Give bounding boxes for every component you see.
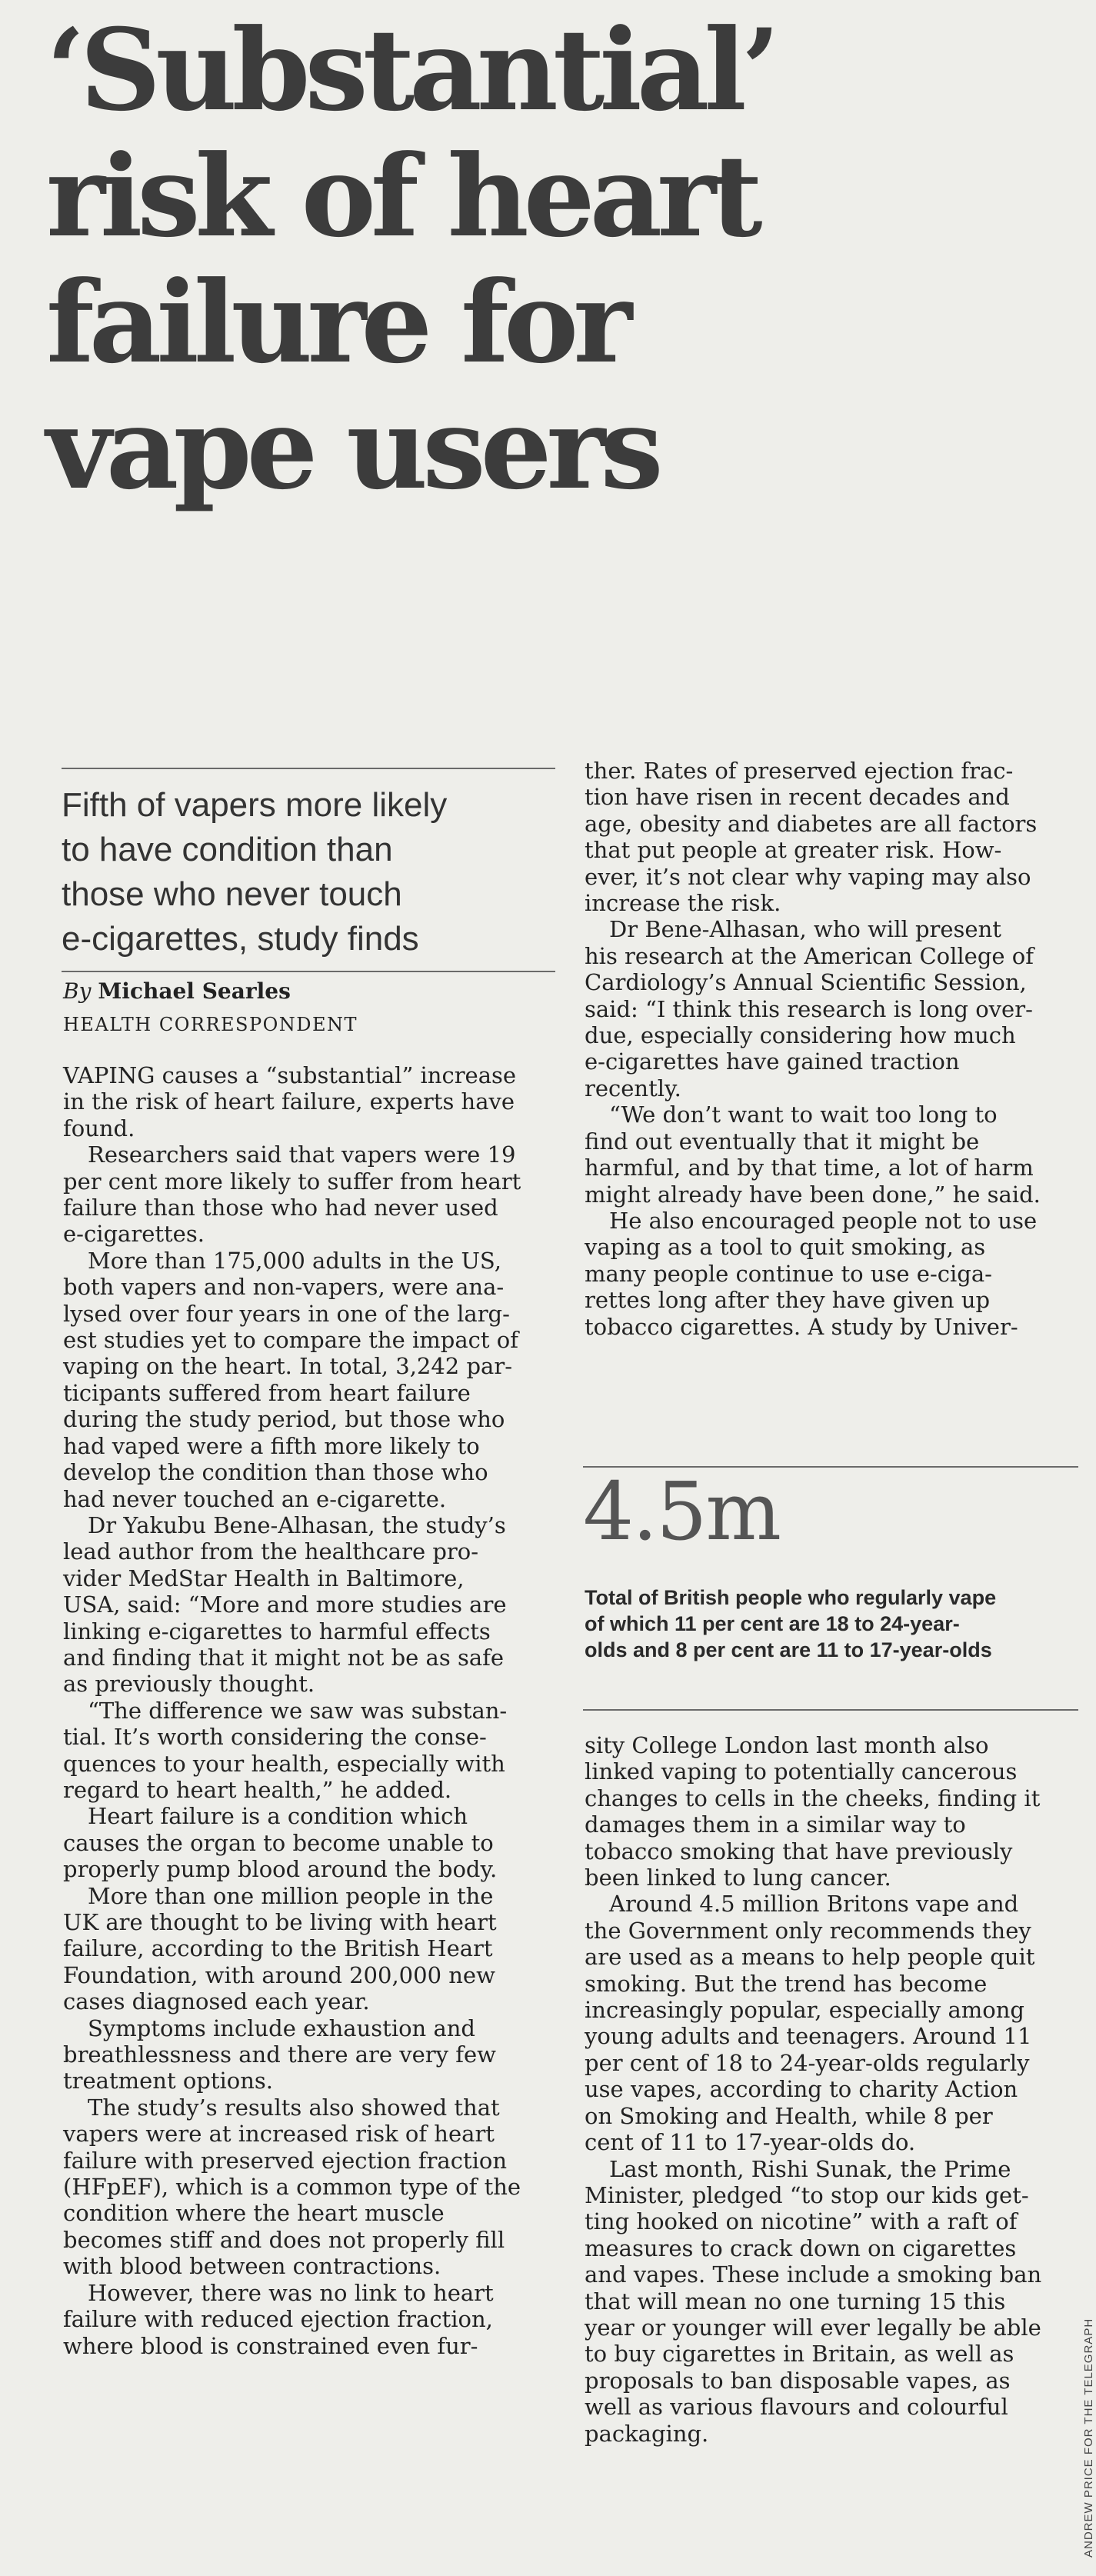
body-text-line: tion have risen in recent decades and: [585, 784, 1010, 811]
body-text-line: and finding that it might not be as safe: [63, 1644, 505, 1671]
body-text-line: failure with preserved ejection fraction: [63, 2147, 507, 2174]
body-text-line: UK are thought to be living with heart: [63, 1909, 497, 1935]
body-text-line: measures to crack down on cigarettes: [585, 2234, 1017, 2261]
body-column-right-top: [585, 758, 1077, 1340]
body-text-line: Last month, Rishi Sunak, the Prime: [609, 2155, 1011, 2182]
body-text-line: Minister, pledged “to stop our kids get-: [585, 2181, 1029, 2208]
body-column-right-bottom: [585, 1732, 1077, 2447]
standfirst-line: to have condition than: [62, 831, 393, 868]
stat-caption-line: olds and 8 per cent are 11 to 17-year-olds: [585, 1638, 992, 1661]
body-text-line: both vapers and non-vapers, were ana-: [63, 1274, 505, 1301]
body-text-line: More than one million people in the: [88, 1882, 494, 1909]
body-text-line: ticipants suffered from heart failure: [63, 1379, 471, 1406]
body-text-line: condition where the heart muscle: [63, 2200, 445, 2227]
headline-line: ‘Substantial’: [46, 5, 775, 136]
headline-line: failure for: [46, 257, 628, 388]
body-text-line: vaping as a tool to quit smoking, as: [585, 1234, 986, 1261]
body-text-line: Cardiology’s Annual Scientific Session,: [585, 969, 1027, 996]
body-text-line: Dr Bene-Alhasan, who will present: [609, 916, 1001, 943]
body-text-line: “We don’t want to wait too long to: [609, 1101, 998, 1128]
stat-caption-line: Total of British people who regularly vape: [585, 1586, 997, 1609]
body-text-line: (HFpEF), which is a common type of the: [63, 2174, 521, 2201]
stat-caption-line: of which 11 per cent are 18 to 24-year-: [585, 1612, 960, 1635]
body-text-line: ever, it’s not clear why vaping may also: [585, 863, 1031, 890]
body-text-line: packaging.: [585, 2420, 709, 2447]
factbox-bottom-rule: [583, 1709, 1078, 1711]
body-text-line: find out eventually that it might be: [585, 1128, 980, 1155]
body-text-line: vapers were at increased risk of heart: [63, 2121, 495, 2148]
body-text-line: tobacco cigarettes. A study by Univer-: [585, 1313, 1018, 1340]
body-text-line: on Smoking and Health, while 8 per: [585, 2102, 993, 2129]
body-text-line: cases diagnosed each year.: [63, 1988, 370, 2015]
body-text-line: vaping on the heart. In total, 3,242 par-: [63, 1353, 512, 1380]
body-text-line: the Government only recommends they: [585, 1917, 1031, 1944]
standfirst-top-rule: [62, 768, 555, 769]
body-text-line: Foundation, with around 200,000 new: [63, 1961, 495, 1988]
body-text-line: USA, said: “More and more studies are: [63, 1591, 507, 1618]
body-text-line: More than 175,000 adults in the US,: [88, 1247, 501, 1274]
body-text-line: due, especially considering how much: [585, 1022, 1016, 1049]
body-text-line: that will mean no one turning 15 this: [585, 2288, 1006, 2314]
body-text-line: damages them in a similar way to: [585, 1811, 966, 1838]
body-text-line: might already have been done,” he said.: [585, 1181, 1041, 1208]
body-text-line: est studies yet to compare the impact of: [63, 1327, 518, 1354]
body-text-line: are used as a means to help people quit: [585, 1944, 1035, 1971]
body-text-line: in the risk of heart failure, experts have: [63, 1088, 515, 1115]
body-text-line: Around 4.5 million Britons vape and: [609, 1891, 1019, 1918]
body-text-line: proposals to ban disposable vapes, as: [585, 2367, 1011, 2394]
standfirst-line: Fifth of vapers more likely: [62, 786, 448, 824]
body-text-line: to buy cigarettes in Britain, as well as: [585, 2341, 1014, 2368]
body-text-line: harmful, and by that time, a lot of harm: [585, 1155, 1034, 1181]
body-text-line: had never touched an e-cigarette.: [63, 1485, 447, 1512]
body-text-line: changes to cells in the cheeks, finding it: [585, 1785, 1041, 1811]
body-text-line: Dr Yakubu Bene-Alhasan, the study’s: [88, 1511, 506, 1538]
body-text-line: causes the organ to become unable to: [63, 1829, 494, 1856]
body-text-line: Symptoms include exhaustion and: [88, 2014, 475, 2041]
body-text-line: age, obesity and diabetes are all factors: [585, 810, 1038, 837]
body-text-line: Researchers said that vapers were 19: [88, 1141, 516, 1168]
body-text-line: rettes long after they have given up: [585, 1287, 991, 1314]
body-text-line: develop the condition than those who: [63, 1459, 488, 1486]
body-text-line: lead author from the healthcare pro-: [63, 1538, 479, 1565]
body-text-line: during the study period, but those who: [63, 1406, 505, 1433]
body-text-line: linked vaping to potentially cancerous: [585, 1758, 1018, 1785]
photo-credit: ANDREW PRICE FOR THE TELEGRAPH: [1082, 2318, 1095, 2558]
body-text-line: that put people at greater risk. How-: [585, 837, 1002, 864]
stat-figure: 4.5m: [583, 1465, 781, 1558]
body-text-line: per cent more likely to suffer from heart: [63, 1168, 521, 1195]
body-text-line: failure with reduced ejection fraction,: [63, 2306, 493, 2333]
headline: [46, 5, 1077, 515]
body-text-line: He also encouraged people not to use: [609, 1207, 1038, 1234]
body-text-line: properly pump blood around the body.: [63, 1856, 498, 1883]
body-text-line: breathlessness and there are very few: [63, 2041, 496, 2068]
headline-line: risk of heart: [46, 131, 758, 262]
body-text-line: and vapes. These include a smoking ban: [585, 2261, 1042, 2288]
body-text-line: “The difference we saw was substan-: [88, 1697, 508, 1724]
body-text-line: found.: [63, 1115, 135, 1141]
body-text-line: well as various flavours and colourful: [585, 2394, 1008, 2421]
body-text-line: many people continue to use e-ciga-: [585, 1260, 992, 1287]
body-text-line: recently.: [585, 1075, 681, 1101]
body-text-line: However, there was no link to heart: [88, 2279, 494, 2306]
body-text-line: VAPING causes a “substantial” increase: [63, 1062, 517, 1088]
body-text-line: where blood is constrained even fur-: [63, 2332, 478, 2359]
body-text-line: failure than those who had never used: [63, 1195, 498, 1221]
body-text-line: lysed over four years in one of the larg-: [63, 1300, 510, 1327]
body-text-line: Heart failure is a condition which: [88, 1803, 468, 1830]
body-text-line: e-cigarettes have gained traction: [585, 1048, 960, 1075]
body-text-line: use vapes, according to charity Action: [585, 2076, 1018, 2103]
body-text-line: sity College London last month also: [585, 1732, 989, 1758]
body-text-line: with blood between contractions.: [63, 2253, 441, 2280]
body-text-line: year or younger will ever legally be able: [585, 2314, 1041, 2341]
body-text-line: cent of 11 to 17-year-olds do.: [585, 2129, 916, 2156]
byline-prefix: By: [63, 978, 92, 1004]
body-text-line: quences to your health, especially with: [63, 1750, 505, 1777]
body-text-line: young adults and teenagers. Around 11: [585, 2023, 1032, 2050]
headline-line: vape users: [46, 383, 658, 515]
body-text-line: as previously thought.: [63, 1671, 315, 1698]
body-column-left: [63, 1062, 555, 2359]
byline-author: Michael Searles: [98, 978, 291, 1004]
body-text-line: his research at the American College of: [585, 942, 1034, 969]
body-text-line: becomes stiff and does not properly fill: [63, 2226, 505, 2253]
standfirst-line: e-cigarettes, study finds: [62, 920, 419, 958]
standfirst: [62, 783, 554, 961]
body-text-line: ther. Rates of preserved ejection frac-: [585, 758, 1014, 784]
body-text-line: had vaped were a fifth more likely to: [63, 1432, 480, 1459]
stat-caption: [585, 1585, 1077, 1663]
body-text-line: The study’s results also showed that: [88, 2094, 500, 2121]
standfirst-bottom-rule: [62, 971, 555, 972]
body-text-line: treatment options.: [63, 2068, 274, 2094]
body-text-line: failure, according to the British Heart: [63, 1935, 493, 1962]
body-text-line: e-cigarettes.: [63, 1221, 205, 1248]
body-text-line: been linked to lung cancer.: [585, 1865, 891, 1891]
body-text-line: vider MedStar Health in Baltimore,: [63, 1565, 465, 1591]
standfirst-line: those who never touch: [62, 875, 402, 913]
body-text-line: per cent of 18 to 24-year-olds regularly: [585, 2049, 1030, 2076]
body-text-line: smoking. But the trend has become: [585, 1970, 988, 1997]
body-text-line: tobacco smoking that have previously: [585, 1838, 1013, 1865]
body-text-line: increase the risk.: [585, 890, 781, 917]
body-text-line: tial. It’s worth considering the conse-: [63, 1724, 487, 1751]
body-text-line: linking e-cigarettes to harmful effects: [63, 1618, 491, 1645]
body-text-line: ting hooked on nicotine” with a raft of: [585, 2208, 1018, 2235]
body-text-line: said: “I think this research is long over-: [585, 995, 1033, 1022]
byline-role: HEALTH CORRESPONDENT: [63, 1014, 358, 1035]
body-text-line: regard to heart health,” he added.: [63, 1776, 452, 1803]
body-text-line: increasingly popular, especially among: [585, 1997, 1024, 2024]
byline: [63, 978, 291, 1004]
